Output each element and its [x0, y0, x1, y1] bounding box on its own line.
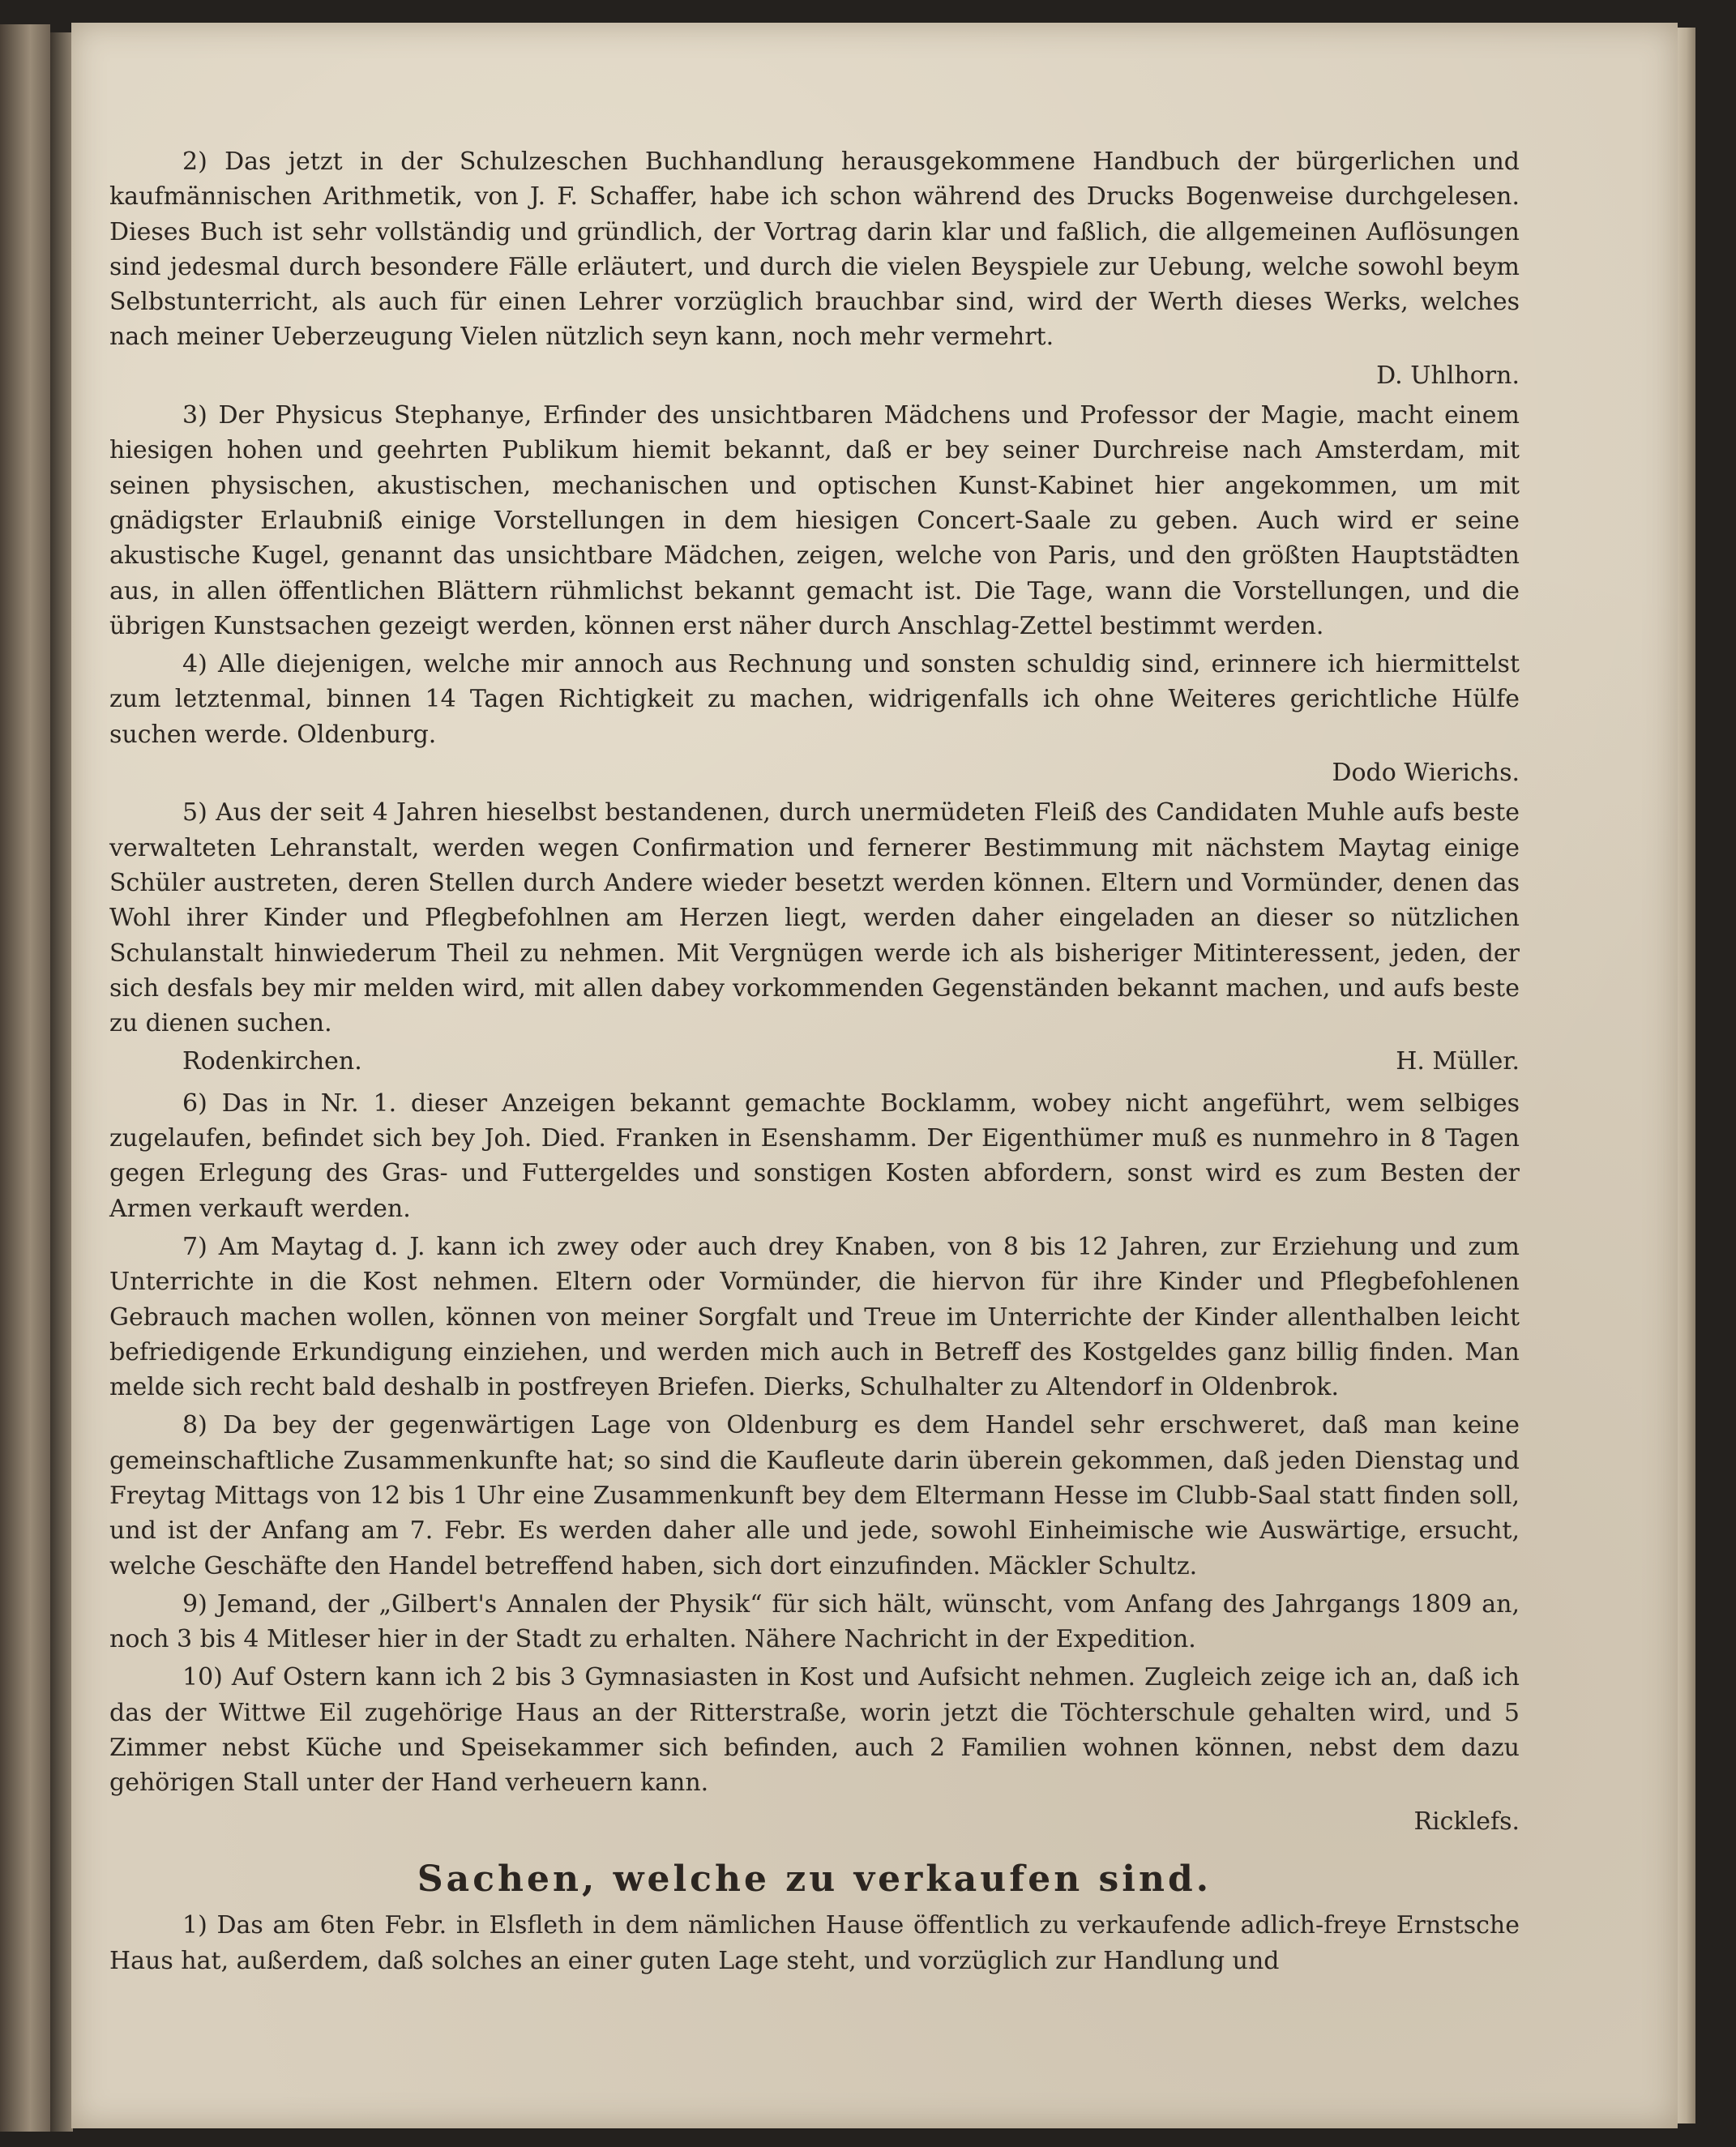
announcement-5: 5) Aus der seit 4 Jahren hieselbst bestandenen, durch unermüdeten Fleiß des Candidaten Muhle aufs beste verwalteten Lehranstalt, werden wegen Confirmation und fernerer Bestimmung mit nächstem Maytag einige Schüler austreten, deren Stellen durch Andere wieder besetzt werden können. Eltern und Vormünder, denen das Wohl ihrer Kinder und Pflegbefohlnen am Herzen liegt, werden daher eingeladen an dieser so nützlichen Schulanstalt hinwiederum Theil zu nehmen. Mit Vergnügen werde ich als bisheriger Mitinteressent, jeden, der sich desfals bey mir melden wird, mit allen dabey vorkommenden Gegenständen bekannt machen, und aufs beste zu dienen suchen. [109, 798, 1520, 1038]
facing-page-edge [0, 24, 50, 2132]
section-heading: Sachen, welche zu verkaufen sind. [417, 1858, 1212, 1900]
announcement-6: 6) Das in Nr. 1. dieser Anzeigen bekannt gemachte Bocklamm, wobey nicht angeführt, wem selbiges zugelaufen, befindet sich bey Joh. Died. Franken in Esenshamm. Der Eigenthümer muß es nunmehro in 8 Tagen gegen Erlegung des Gras- und Futtergeldes und sonstigen Kosten abfordern, sonst wird es zum Besten der Armen verkauft werden. [109, 1088, 1520, 1223]
announcement-5-footer [109, 1044, 1520, 1079]
announcement-5-place: Rodenkirchen. [182, 1047, 362, 1076]
announcement-5-signature: H. Müller. [1396, 1047, 1520, 1076]
page-edge [1678, 28, 1695, 2123]
announcement-2: 2) Das jetzt in der Schulzeschen Buchhandlung herausgekommene Handbuch der bürgerlichen und kaufmännischen Arithmetik, von J. F. Schaffer, habe ich schon während des Drucks Bogenweise durchgelesen. Dieses Buch ist sehr vollständig und gründlich, der Vortrag darin klar und faßlich, die allgemeinen Auflösungen sind jedesmal durch besondere Fälle erläutert, und durch die vielen Beyspiele zur Uebung, welche sowohl beym Selbstunterricht, als auch für einen Lehrer vorzüglich brauchbar sind, wird der Werth dieses Werks, welches nach meiner Ueberzeugung Vielen nützlich seyn kann, noch mehr vermehrt. [109, 148, 1520, 352]
announcement-4-signature: Dodo Wierichs. [1332, 759, 1520, 788]
announcement-10-signature: Ricklefs. [1413, 1807, 1520, 1836]
announcement-9: 9) Jemand, der „Gilbert's Annalen der Physik“ für sich hält, wünscht, vom Anfang des Jahrgangs 1809 an, noch 3 bis 4 Mitleser hier in der Stadt zu erhalten. Nähere Nachricht in der Expedition. [109, 1589, 1520, 1654]
announcement-10: 10) Auf Ostern kann ich 2 bis 3 Gymnasiasten in Kost und Aufsicht nehmen. Zugleich zeige ich an, daß ich das der Wittwe Eil zugehörige Haus an der Ritterstraße, worin jetzt die Töchterschule gehalten wird, und 5 Zimmer nebst Küche und Speisekammer sich befinden, auch 2 Familien wohnen können, nebst dem dazu gehörigen Stall unter der Hand verheuern kann. [109, 1663, 1520, 1798]
page-text [109, 144, 1520, 1982]
book-gutter [50, 32, 73, 2132]
announcement-7: 7) Am Maytag d. J. kann ich zwey oder auch drey Knaben, von 8 bis 12 Jahren, zur Erziehung und zum Unterrichte in die Kost nehmen. Eltern oder Vormünder, die hiervon für ihre Kinder und Pflegbefohlenen Gebrauch machen wollen, können von meiner Sorgfalt und Treue im Unterrichte der Kinder allenthalben leicht befriedigende Erkundigung einziehen, und werden mich auch in Betreff des Kostgeldes ganz billig finden. Man melde sich recht bald deshalb in postfreyen Briefen. Dierks, Schulhalter zu Altendorf in Oldenbrok. [109, 1232, 1520, 1402]
announcement-4: 4) Alle diejenigen, welche mir annoch aus Rechnung und sonsten schuldig sind, erinnere ich hiermittelst zum letztenmal, binnen 14 Tagen Richtigkeit zu machen, widrigenfalls ich ohne Weiteres gerichtliche Hülfe suchen werde. Oldenburg. [109, 650, 1520, 749]
announcement-2-signature: D. Uhlhorn. [1376, 361, 1520, 390]
sale-item-1: 1) Das am 6ten Febr. in Elsfleth in dem nämlichen Hause öffentlich zu verkaufende adlich-freye Ernstsche Haus hat, außerdem, daß solches an einer guten Lage steht, und vorzüglich zur Handlung und [109, 1911, 1520, 1975]
announcement-8: 8) Da bey der gegenwärtigen Lage von Oldenburg es dem Handel sehr erschweret, daß man keine gemeinschaftliche Zusammenkunfte hat; so sind die Kaufleute darin überein gekommen, daß jeden Dienstag und Freytag Mittags von 12 bis 1 Uhr eine Zusammenkunft bey dem Eltermann Hesse im Clubb-Saal statt finden soll, und ist der Anfang am 7. Febr. Es werden daher alle und jede, sowohl Einheimische wie Auswärtige, ersucht, welche Geschäfte den Handel betreffend haben, sich dort einzufinden. Mäckler Schultz. [109, 1411, 1520, 1580]
announcement-3: 3) Der Physicus Stephanye, Erfinder des unsichtbaren Mädchens und Professor der Magie, macht einem hiesigen hohen und geehrten Publikum hiemit bekannt, daß er bey seiner Durchreise nach Amsterdam, mit seinen physischen, akustischen, mechanischen und optischen Kunst-Kabinet hier angekommen, um mit gnädigster Erlaubniß einige Vorstellungen in dem hiesigen Concert-Saale zu geben. Auch wird er seine akustische Kugel, genannt das unsichtbare Mädchen, zeigen, welche von Paris, und den größten Hauptstädten aus, in allen öffentlichen Blättern rühmlichst bekannt gemacht ist. Die Tage, wann die Vorstellungen, und die übrigen Kunstsachen gezeigt werden, können erst näher durch Anschlag-Zettel bestimmt werden. [109, 401, 1520, 640]
